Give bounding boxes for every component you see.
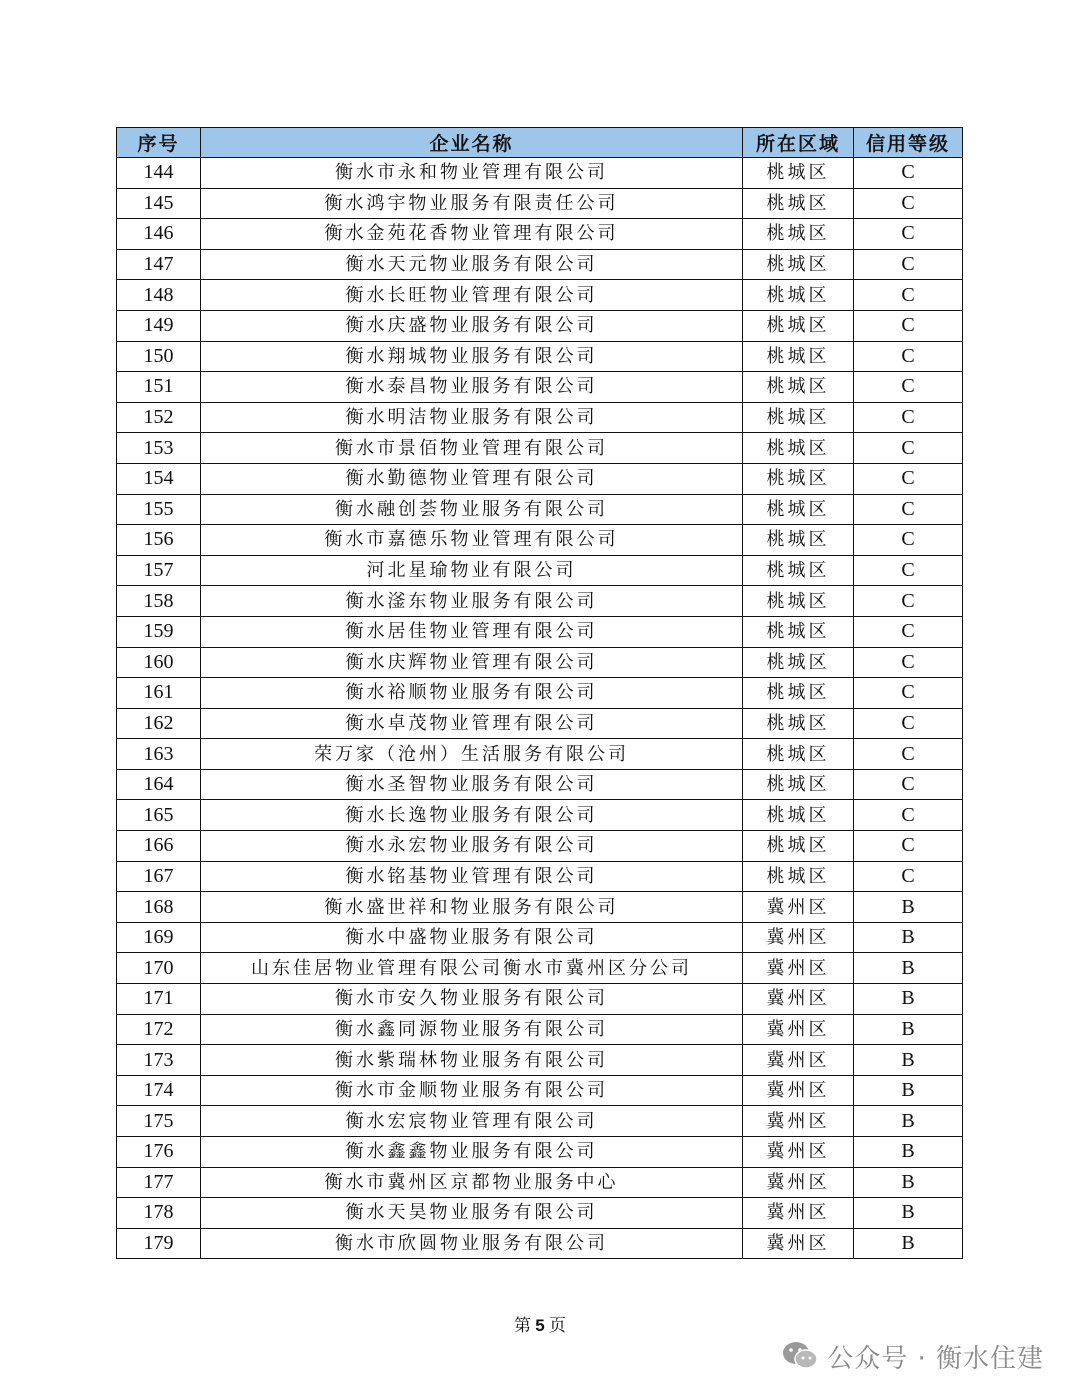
header-area: 所在区域 [743, 128, 854, 158]
cell-area: 桃城区 [743, 494, 854, 525]
table-row [117, 1106, 963, 1137]
cell-company-name: 衡水鸿宇物业服务有限责任公司 [201, 188, 743, 219]
cell-area: 桃城区 [743, 310, 854, 341]
cell-area: 冀州区 [743, 1167, 854, 1198]
cell-area: 桃城区 [743, 219, 854, 250]
wechat-icon [781, 1339, 819, 1373]
cell-credit-grade: C [854, 402, 963, 433]
cell-company-name: 荣万家（沧州）生活服务有限公司 [201, 739, 743, 770]
cell-serial-number: 178 [117, 1198, 201, 1229]
cell-credit-grade: C [854, 341, 963, 372]
table-row [117, 249, 963, 280]
cell-credit-grade: B [854, 1045, 963, 1076]
table-row [117, 922, 963, 953]
table-row [117, 341, 963, 372]
cell-serial-number: 177 [117, 1167, 201, 1198]
cell-area: 冀州区 [743, 1228, 854, 1259]
cell-company-name: 衡水金苑花香物业管理有限公司 [201, 219, 743, 250]
cell-credit-grade: C [854, 555, 963, 586]
table-row [117, 402, 963, 433]
table-row [117, 708, 963, 739]
page-number [0, 1311, 1080, 1336]
cell-area: 冀州区 [743, 1014, 854, 1045]
cell-credit-grade: C [854, 372, 963, 403]
cell-credit-grade: C [854, 769, 963, 800]
cell-area: 桃城区 [743, 463, 854, 494]
cell-area: 桃城区 [743, 800, 854, 831]
cell-area: 桃城区 [743, 341, 854, 372]
cell-area: 桃城区 [743, 739, 854, 770]
cell-serial-number: 148 [117, 280, 201, 311]
cell-company-name: 衡水鑫鑫物业服务有限公司 [201, 1137, 743, 1168]
cell-area: 冀州区 [743, 1045, 854, 1076]
cell-area: 桃城区 [743, 861, 854, 892]
cell-area: 桃城区 [743, 280, 854, 311]
cell-serial-number: 145 [117, 188, 201, 219]
cell-credit-grade: C [854, 586, 963, 617]
cell-serial-number: 149 [117, 310, 201, 341]
cell-credit-grade: C [854, 800, 963, 831]
cell-credit-grade: C [854, 647, 963, 678]
cell-credit-grade: C [854, 158, 963, 189]
table-row [117, 647, 963, 678]
table-row [117, 739, 963, 770]
cell-serial-number: 156 [117, 525, 201, 556]
cell-credit-grade: C [854, 861, 963, 892]
table-row [117, 1014, 963, 1045]
cell-area: 冀州区 [743, 1106, 854, 1137]
cell-serial-number: 179 [117, 1228, 201, 1259]
cell-company-name: 山东佳居物业管理有限公司衡水市冀州区分公司 [201, 953, 743, 984]
cell-company-name: 衡水勤德物业管理有限公司 [201, 463, 743, 494]
cell-serial-number: 169 [117, 922, 201, 953]
cell-serial-number: 151 [117, 372, 201, 403]
table-row [117, 372, 963, 403]
cell-company-name: 衡水市嘉德乐物业管理有限公司 [201, 525, 743, 556]
table-row [117, 555, 963, 586]
cell-company-name: 衡水市冀州区京都物业服务中心 [201, 1167, 743, 1198]
cell-credit-grade: B [854, 1075, 963, 1106]
cell-company-name: 衡水裕顺物业服务有限公司 [201, 678, 743, 709]
cell-serial-number: 168 [117, 892, 201, 923]
cell-area: 桃城区 [743, 769, 854, 800]
cell-company-name: 衡水市永和物业管理有限公司 [201, 158, 743, 189]
cell-serial-number: 172 [117, 1014, 201, 1045]
page-number-prefix: 第 [514, 1316, 532, 1335]
cell-credit-grade: C [854, 494, 963, 525]
cell-serial-number: 164 [117, 769, 201, 800]
cell-serial-number: 157 [117, 555, 201, 586]
cell-area: 桃城区 [743, 433, 854, 464]
cell-area: 桃城区 [743, 647, 854, 678]
cell-company-name: 衡水居佳物业管理有限公司 [201, 616, 743, 647]
cell-area: 桃城区 [743, 158, 854, 189]
cell-area: 桃城区 [743, 249, 854, 280]
cell-credit-grade: B [854, 1228, 963, 1259]
cell-company-name: 衡水盛世祥和物业服务有限公司 [201, 892, 743, 923]
table-row [117, 219, 963, 250]
cell-company-name: 衡水长旺物业管理有限公司 [201, 280, 743, 311]
cell-serial-number: 160 [117, 647, 201, 678]
cell-credit-grade: C [854, 616, 963, 647]
table-row [117, 678, 963, 709]
cell-company-name: 衡水宏宸物业管理有限公司 [201, 1106, 743, 1137]
table-row [117, 892, 963, 923]
cell-company-name: 衡水庆盛物业服务有限公司 [201, 310, 743, 341]
table-row [117, 494, 963, 525]
cell-company-name: 河北星瑜物业有限公司 [201, 555, 743, 586]
cell-serial-number: 173 [117, 1045, 201, 1076]
table-row [117, 433, 963, 464]
cell-credit-grade: B [854, 1106, 963, 1137]
cell-serial-number: 166 [117, 831, 201, 862]
cell-area: 冀州区 [743, 984, 854, 1015]
cell-company-name: 衡水滏东物业服务有限公司 [201, 586, 743, 617]
cell-serial-number: 144 [117, 158, 201, 189]
cell-area: 冀州区 [743, 1137, 854, 1168]
cell-company-name: 衡水紫瑞林物业服务有限公司 [201, 1045, 743, 1076]
cell-area: 桃城区 [743, 188, 854, 219]
cell-company-name: 衡水鑫同源物业服务有限公司 [201, 1014, 743, 1045]
cell-serial-number: 162 [117, 708, 201, 739]
cell-credit-grade: C [854, 249, 963, 280]
table-row [117, 616, 963, 647]
cell-credit-grade: C [854, 188, 963, 219]
cell-credit-grade: C [854, 463, 963, 494]
table-row [117, 1167, 963, 1198]
cell-credit-grade: C [854, 433, 963, 464]
cell-credit-grade: B [854, 953, 963, 984]
table-row [117, 953, 963, 984]
cell-area: 桃城区 [743, 555, 854, 586]
cell-area: 桃城区 [743, 586, 854, 617]
cell-credit-grade: B [854, 1014, 963, 1045]
table-row [117, 800, 963, 831]
cell-area: 冀州区 [743, 892, 854, 923]
cell-serial-number: 154 [117, 463, 201, 494]
cell-credit-grade: C [854, 219, 963, 250]
table-row [117, 1075, 963, 1106]
cell-area: 桃城区 [743, 708, 854, 739]
table-row [117, 769, 963, 800]
table-row [117, 1137, 963, 1168]
cell-credit-grade: B [854, 892, 963, 923]
cell-company-name: 衡水圣智物业服务有限公司 [201, 769, 743, 800]
cell-credit-grade: B [854, 1167, 963, 1198]
table-row [117, 861, 963, 892]
cell-credit-grade: C [854, 831, 963, 862]
credit-rating-table [116, 127, 963, 1259]
cell-company-name: 衡水中盛物业服务有限公司 [201, 922, 743, 953]
cell-company-name: 衡水泰昌物业服务有限公司 [201, 372, 743, 403]
cell-area: 冀州区 [743, 1198, 854, 1229]
cell-area: 冀州区 [743, 1075, 854, 1106]
cell-credit-grade: C [854, 525, 963, 556]
table-body [117, 158, 963, 1259]
cell-serial-number: 152 [117, 402, 201, 433]
cell-area: 冀州区 [743, 922, 854, 953]
cell-serial-number: 159 [117, 616, 201, 647]
cell-company-name: 衡水翔城物业服务有限公司 [201, 341, 743, 372]
cell-credit-grade: C [854, 310, 963, 341]
table-row [117, 310, 963, 341]
cell-company-name: 衡水市欣圆物业服务有限公司 [201, 1228, 743, 1259]
table-header-row [117, 128, 963, 158]
watermark [781, 1336, 1044, 1376]
cell-company-name: 衡水天昊物业服务有限公司 [201, 1198, 743, 1229]
cell-area: 桃城区 [743, 678, 854, 709]
cell-area: 桃城区 [743, 831, 854, 862]
table-row [117, 1198, 963, 1229]
cell-area: 桃城区 [743, 525, 854, 556]
cell-serial-number: 171 [117, 984, 201, 1015]
cell-company-name: 衡水明洁物业服务有限公司 [201, 402, 743, 433]
cell-credit-grade: C [854, 280, 963, 311]
watermark-text: 公众号 · 衡水住建 [827, 1343, 1044, 1374]
table-row [117, 158, 963, 189]
cell-credit-grade: C [854, 739, 963, 770]
table-row [117, 1045, 963, 1076]
cell-serial-number: 167 [117, 861, 201, 892]
cell-company-name: 衡水卓茂物业管理有限公司 [201, 708, 743, 739]
header-credit-grade: 信用等级 [854, 128, 963, 158]
cell-serial-number: 161 [117, 678, 201, 709]
table-row [117, 586, 963, 617]
table-row [117, 984, 963, 1015]
cell-serial-number: 176 [117, 1137, 201, 1168]
cell-credit-grade: B [854, 922, 963, 953]
cell-area: 桃城区 [743, 402, 854, 433]
cell-credit-grade: C [854, 708, 963, 739]
table-row [117, 463, 963, 494]
page-number-suffix: 页 [548, 1316, 566, 1335]
cell-company-name: 衡水永宏物业服务有限公司 [201, 831, 743, 862]
cell-area: 冀州区 [743, 953, 854, 984]
header-company-name: 企业名称 [201, 128, 743, 158]
cell-serial-number: 147 [117, 249, 201, 280]
cell-company-name: 衡水市景佰物业管理有限公司 [201, 433, 743, 464]
table-row [117, 831, 963, 862]
cell-serial-number: 150 [117, 341, 201, 372]
page-number-value: 5 [535, 1316, 545, 1335]
cell-serial-number: 158 [117, 586, 201, 617]
table-row [117, 188, 963, 219]
table-row [117, 280, 963, 311]
cell-company-name: 衡水市金顺物业服务有限公司 [201, 1075, 743, 1106]
cell-company-name: 衡水市安久物业服务有限公司 [201, 984, 743, 1015]
cell-area: 桃城区 [743, 616, 854, 647]
cell-company-name: 衡水铭基物业管理有限公司 [201, 861, 743, 892]
cell-serial-number: 175 [117, 1106, 201, 1137]
cell-serial-number: 153 [117, 433, 201, 464]
cell-company-name: 衡水长逸物业服务有限公司 [201, 800, 743, 831]
cell-credit-grade: B [854, 984, 963, 1015]
table-row [117, 525, 963, 556]
cell-credit-grade: B [854, 1137, 963, 1168]
cell-credit-grade: C [854, 678, 963, 709]
cell-serial-number: 146 [117, 219, 201, 250]
cell-serial-number: 163 [117, 739, 201, 770]
cell-area: 桃城区 [743, 372, 854, 403]
header-serial-number: 序号 [117, 128, 201, 158]
cell-serial-number: 165 [117, 800, 201, 831]
cell-credit-grade: B [854, 1198, 963, 1229]
cell-company-name: 衡水融创荟物业服务有限公司 [201, 494, 743, 525]
cell-serial-number: 170 [117, 953, 201, 984]
cell-company-name: 衡水天元物业服务有限公司 [201, 249, 743, 280]
cell-serial-number: 174 [117, 1075, 201, 1106]
cell-company-name: 衡水庆辉物业管理有限公司 [201, 647, 743, 678]
table-row [117, 1228, 963, 1259]
cell-serial-number: 155 [117, 494, 201, 525]
